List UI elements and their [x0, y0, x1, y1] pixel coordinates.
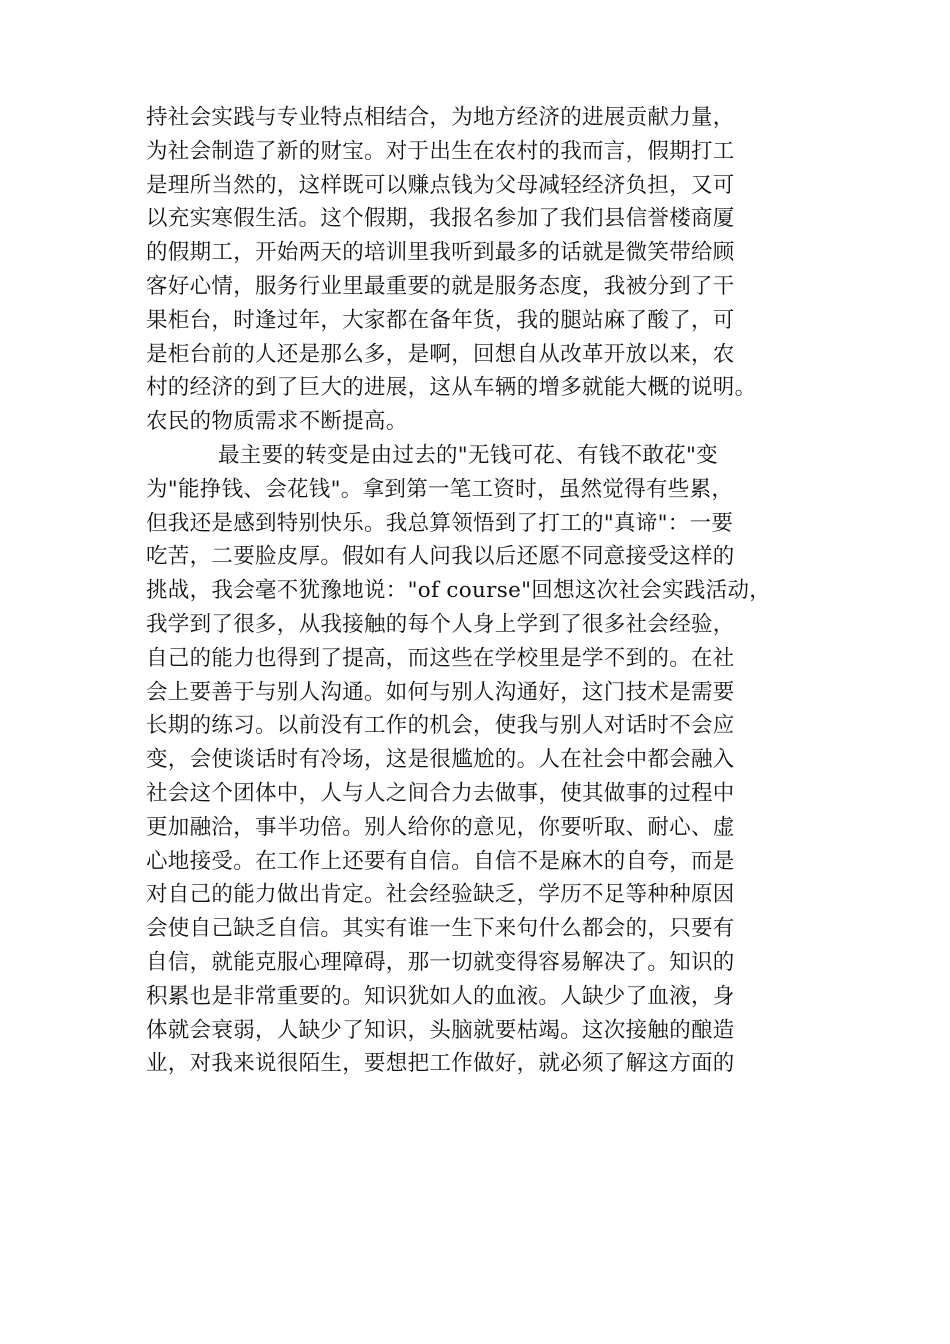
text-line: 我学到了很多，从我接触的每个人身上学到了很多社会经验， — [146, 611, 735, 637]
text-line: 自信，就能克服心理障碍，那一切就变得容易解决了。知识的 — [146, 949, 735, 975]
text-line: 对自己的能力做出肯定。社会经验缺乏，学历不足等种种原因 — [146, 882, 735, 908]
text-line: 果柜台，时逢过年，大家都在备年货，我的腿站麻了酸了，可 — [146, 307, 735, 333]
text-line: 积累也是非常重要的。知识犹如人的血液。人缺少了血液，身 — [146, 983, 735, 1009]
text-line: 为社会制造了新的财宝。对于出生在农村的我而言，假期打工 — [146, 138, 735, 164]
text-line: 挑战，我会毫不犹豫地说："of course"回想这次社会实践活动， — [146, 578, 772, 604]
text-line: 会上要善于与别人沟通。如何与别人沟通好，这门技术是需要 — [146, 679, 735, 705]
text-line: 以充实寒假生活。这个假期，我报名参加了我们县信誉楼商厦 — [146, 206, 735, 232]
text-line: 为"能挣钱、会花钱"。拿到第一笔工资时，虽然觉得有些累， — [146, 476, 734, 502]
text-line: 持社会实践与专业特点相结合，为地方经济的进展贡献力量， — [146, 105, 735, 130]
text-line: 心地接受。在工作上还要有自信。自信不是麻木的自夸，而是 — [146, 848, 735, 874]
text-line: 的假期工，开始两天的培训里我听到最多的话就是微笑带给顾 — [146, 240, 735, 266]
text-line: 长期的练习。以前没有工作的机会，使我与别人对话时不会应 — [146, 713, 735, 739]
text-line: 客好心情，服务行业里最重要的就是服务态度，我被分到了干 — [146, 273, 735, 299]
text-line: 是理所当然的，这样既可以赚点钱为父母减轻经济负担，又可 — [146, 172, 735, 198]
text-line: 体就会衰弱，人缺少了知识，头脑就要枯竭。这次接触的酿造 — [146, 1017, 735, 1043]
text-line: 自己的能力也得到了提高，而这些在学校里是学不到的。在社 — [146, 645, 735, 671]
text-line: 吃苦，二要脸皮厚。假如有人问我以后还愿不同意接受这样的 — [146, 544, 735, 570]
text-line: 但我还是感到特别快乐。我总算领悟到了打工的"真谛"：一要 — [146, 510, 734, 536]
text-line: 变，会使谈话时有冷场，这是很尴尬的。人在社会中都会融入 — [146, 747, 735, 773]
text-line: 更加融洽，事半功倍。别人给你的意见，你要听取、耐心、虚 — [146, 814, 735, 840]
text-line: 业，对我来说很陌生，要想把工作做好，就必须了解这方面的 — [146, 1051, 735, 1077]
body-text — [146, 101, 826, 1081]
text-line: 社会这个团体中，人与人之间合力去做事，使其做事的过程中 — [146, 780, 735, 806]
text-line: 村的经济的到了巨大的进展，这从车辆的增多就能大概的说明。 — [146, 375, 757, 401]
paragraph-first-line: 最主要的转变是由过去的"无钱可花、有钱不敢花"变 — [218, 442, 718, 468]
text-line: 是柜台前的人还是那么多，是啊，回想自从改革开放以来，农 — [146, 341, 735, 367]
text-line: 农民的物质需求不断提高。 — [146, 409, 408, 435]
text-line: 会使自己缺乏自信。其实有谁一生下来句什么都会的，只要有 — [146, 916, 735, 942]
